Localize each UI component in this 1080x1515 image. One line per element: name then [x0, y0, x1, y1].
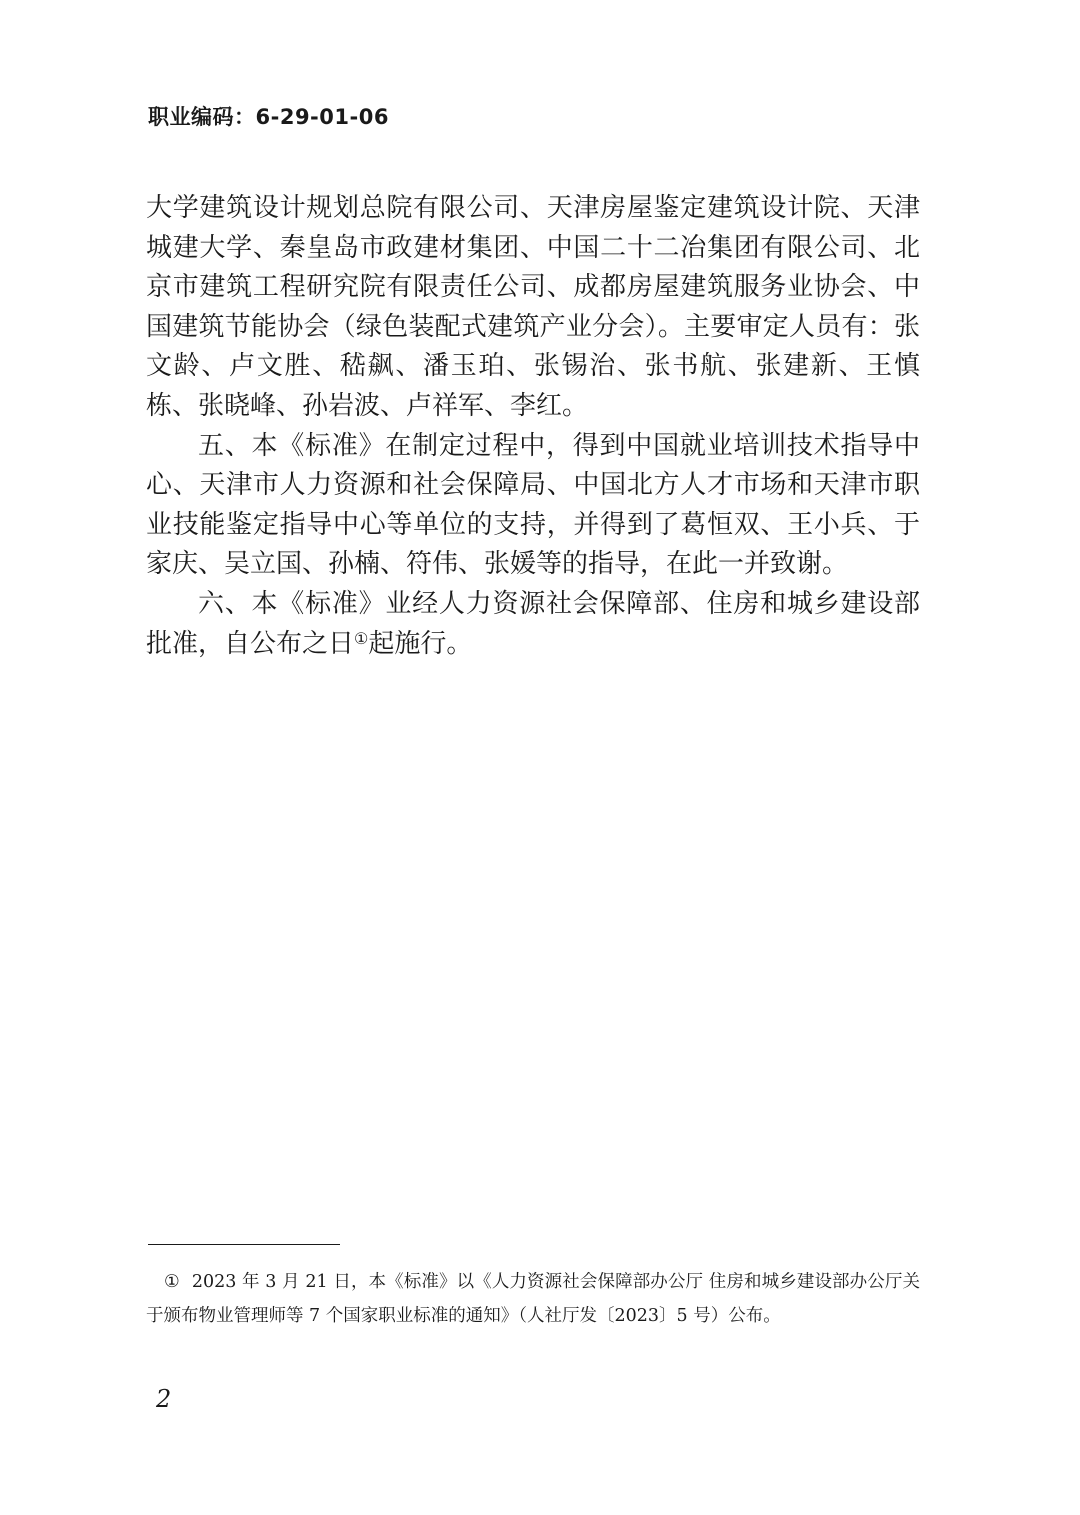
- body-text: [146, 189, 920, 664]
- footnote-text: 2023 年 3 月 21 日，本《标准》以《人力资源社会保障部办公厅 住房和城乡建设部办公厅关于颁布物业管理师等 7 个国家职业标准的通知》（人社厅发〔2023〕5 号）公布。: [146, 1272, 920, 1326]
- paragraph-six: [146, 585, 920, 664]
- page-number: 2: [156, 1385, 172, 1413]
- footnote-reference: ①: [354, 628, 369, 648]
- footnote: [146, 1265, 920, 1333]
- paragraph-six-end: 起施行。: [368, 628, 473, 659]
- occupation-code-header: 职业编码：6-29-01-06: [148, 105, 389, 129]
- paragraph-five: 五、本《标准》在制定过程中，得到中国就业培训技术指导中心、天津市人力资源和社会保障局、中国北方人才市场和天津市职业技能鉴定指导中心等单位的支持，并得到了葛恒双、王小兵、于家庆、吴立国、孙楠、符伟、张媛等的指导，在此一并致谢。: [146, 430, 920, 580]
- footnote-mark: ①: [164, 1272, 180, 1292]
- paragraph-six-text: 六、本《标准》业经人力资源社会保障部、住房和城乡建设部批准，自公布之日: [146, 588, 920, 659]
- footnote-divider: [148, 1244, 340, 1245]
- paragraph-continued: 大学建筑设计规划总院有限公司、天津房屋鉴定建筑设计院、天津城建大学、秦皇岛市政建材集团、中国二十二冶集团有限公司、北京市建筑工程研究院有限责任公司、成都房屋建筑服务业协会、中国建筑节能协会（绿色装配式建筑产业分会）。主要审定人员有：张文龄、卢文胜、嵇飙、潘玉珀、张锡治、张书航、张建新、王慎栋、张晓峰、孙岩波、卢祥军、李红。: [146, 193, 920, 421]
